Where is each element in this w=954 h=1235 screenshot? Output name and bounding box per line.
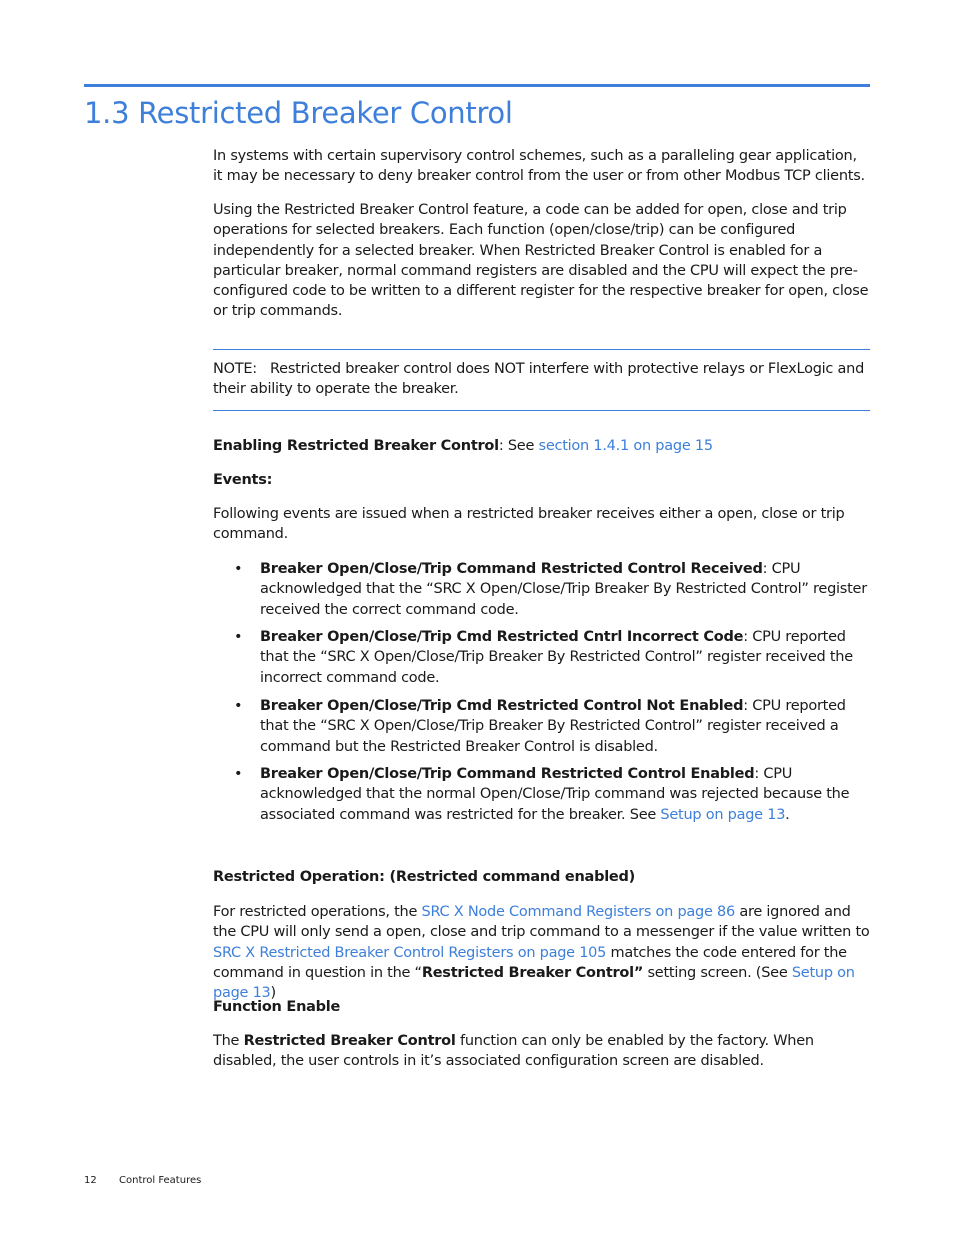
footer-section: Control Features bbox=[119, 1175, 202, 1186]
bullet-title: Breaker Open/Close/Trip Cmd Restricted Control Not Enabled bbox=[260, 698, 744, 714]
note-rule-bottom bbox=[213, 410, 870, 411]
enabling-label: Enabling Restricted Breaker Control bbox=[213, 438, 499, 454]
bullet-marker: • bbox=[234, 698, 243, 714]
note bbox=[213, 359, 870, 400]
setup-link[interactable]: Setup on page 13 bbox=[213, 964, 855, 1002]
enabling-line bbox=[213, 436, 870, 456]
text-run: function can only be enabled by the factory. When disabled, the user controls in it’s associated configuration screen are disabled. bbox=[213, 1033, 814, 1070]
bullet-marker: • bbox=[234, 629, 243, 645]
text-run: matches the code entered for the command in question in the “ bbox=[213, 944, 847, 981]
bullet-marker: • bbox=[234, 561, 243, 577]
setup-link[interactable]: Setup on page 13 bbox=[660, 806, 786, 823]
text-run: are ignored and the CPU will only send a open, close and trip command to a messenger if the value written to bbox=[213, 904, 870, 941]
bullet-item bbox=[260, 696, 872, 757]
events-heading: Events: bbox=[213, 472, 273, 488]
function-enable-heading: Function Enable bbox=[213, 999, 341, 1015]
bullet-text: : CPU reported that the “SRC X Open/Close/Trip Breaker By Restricted Control” register received a command but the Restricted Breaker Control is disabled. bbox=[260, 698, 846, 755]
bold-run: Restricted Breaker Control” bbox=[421, 964, 644, 981]
events-intro: Following events are issued when a restricted breaker receives either a open, close or trip command. bbox=[213, 506, 845, 543]
bullet-text: : CPU acknowledged that the normal Open/Close/Trip command was rejected because the associated command was restricted for the breaker. See bbox=[260, 766, 850, 823]
note-text: Restricted breaker control does NOT interfere with protective relays or FlexLogic and their ability to operate the breaker. bbox=[213, 361, 865, 398]
bullet-item bbox=[260, 627, 872, 688]
enabling-sep: : See bbox=[498, 438, 539, 454]
enabling-link[interactable]: section 1.4.1 on page 15 bbox=[538, 438, 713, 454]
restricted-operation-heading: Restricted Operation: (Restricted command enabled) bbox=[213, 869, 636, 885]
note-rule-top bbox=[213, 349, 870, 350]
bullet-item bbox=[260, 559, 872, 620]
intro-paragraph-1: In systems with certain supervisory control schemes, such as a paralleling gear application, it may be necessary to deny breaker control from the user or from other Modbus TCP clients. bbox=[213, 148, 865, 185]
bullet-title: Breaker Open/Close/Trip Cmd Restricted Cntrl Incorrect Code bbox=[260, 629, 744, 645]
node-command-registers-link[interactable]: SRC X Node Command Registers on page 86 bbox=[421, 904, 735, 920]
function-enable-paragraph bbox=[213, 1031, 870, 1072]
restricted-breaker-registers-link[interactable]: SRC X Restricted Breaker Control Registers on page 105 bbox=[213, 944, 607, 961]
text-run: setting screen. (See bbox=[643, 964, 792, 981]
page-number: 12 bbox=[84, 1175, 97, 1186]
text-run: The bbox=[213, 1033, 244, 1049]
bold-run: Restricted Breaker Control bbox=[243, 1033, 456, 1049]
text-run: For restricted operations, the bbox=[213, 904, 422, 920]
bullet-tail: . bbox=[785, 806, 790, 823]
bullet-text: : CPU acknowledged that the “SRC X Open/Close/Trip Breaker By Restricted Control” register received the correct command code. bbox=[260, 561, 867, 618]
bullet-title: Breaker Open/Close/Trip Command Restricted Control Received bbox=[260, 561, 763, 577]
bullet-item bbox=[260, 764, 872, 825]
note-label: NOTE: bbox=[213, 361, 257, 377]
heading-rule bbox=[84, 84, 870, 87]
bullet-title: Breaker Open/Close/Trip Command Restricted Control Enabled bbox=[260, 766, 755, 782]
text-run: ) bbox=[270, 985, 276, 1002]
restricted-operation-paragraph bbox=[213, 902, 870, 1003]
section-heading: 1.3 Restricted Breaker Control bbox=[84, 96, 513, 130]
bullet-marker: • bbox=[234, 766, 243, 782]
bullet-text: : CPU reported that the “SRC X Open/Close/Trip Breaker By Restricted Control” register received the incorrect command code. bbox=[260, 629, 853, 686]
intro-paragraph-2: Using the Restricted Breaker Control feature, a code can be added for open, close and trip operations for selected breakers. Each function (open/close/trip) can be configured independently for a selected breaker. When Restricted Breaker Control is enabled for a particular breaker, normal command registers are disabled and the CPU will expect the pre-configured code to be written to a different register for the respective breaker for open, close or trip commands. bbox=[213, 202, 869, 320]
